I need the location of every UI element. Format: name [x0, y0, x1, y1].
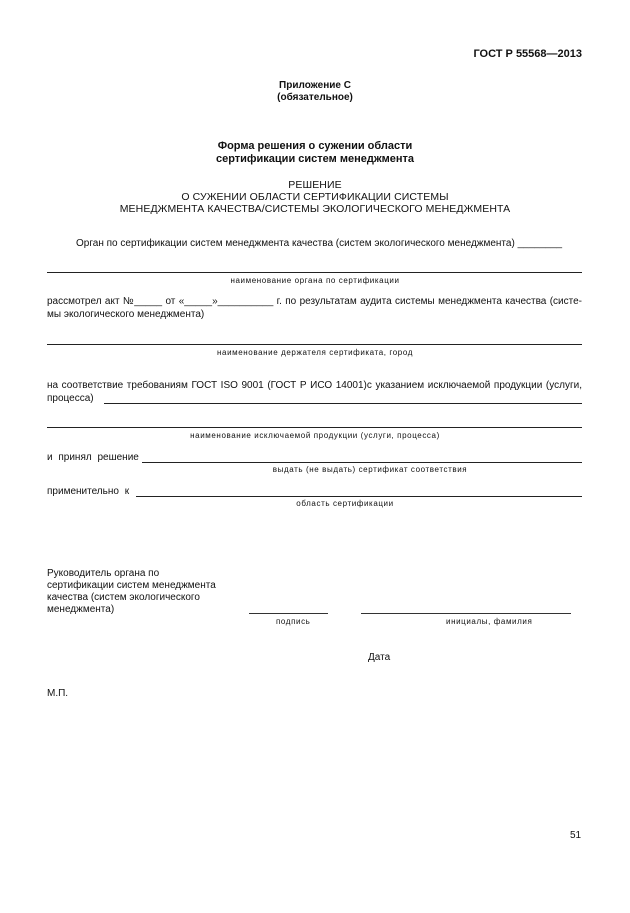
signature-field	[249, 613, 328, 614]
name-caption: инициалы, фамилия	[446, 617, 533, 626]
decision-caption: выдать (не выдать) сертификат соответствия	[272, 465, 468, 474]
excluded-caption: наименование исключаемой продукции (услуги, процесса)	[190, 431, 440, 440]
reviewed-line1-text: рассмотрел акт №_____ от «_____»__________ г. по результатам аудита системы менеджмента качества (систе-	[47, 296, 582, 307]
head-line3: качества (систем экологического	[47, 592, 200, 603]
decision-label: и принял решение	[47, 452, 139, 463]
compliance-line1-text: на соответствие требованиям ГОСТ ISO 9001 (ГОСТ Р ИСО 14001)с указанием исключаемой продукции (услуги,	[47, 380, 582, 391]
holder-caption: наименование держателя сертификата, город	[217, 348, 413, 357]
organ-line: Орган по сертификации систем менеджмента качества (систем экологического менеджмента) ________	[76, 238, 563, 249]
head-line2: сертификации систем менеджмента	[47, 580, 216, 591]
organ-caption: наименование органа по сертификации	[230, 276, 400, 285]
page-number: 51	[570, 830, 582, 841]
decision-heading-line1: РЕШЕНИЕ	[288, 179, 342, 191]
standard-number: ГОСТ Р 55568—2013	[473, 48, 582, 60]
decision-heading-line2: О СУЖЕНИИ ОБЛАСТИ СЕРТИФИКАЦИИ СИСТЕМЫ	[181, 191, 449, 203]
name-field	[361, 613, 571, 614]
scope-field	[136, 496, 582, 497]
excluded-product-field	[47, 427, 582, 428]
compliance-line2: процесса)	[47, 393, 94, 404]
signature-caption: подпись	[276, 617, 311, 626]
holder-name-field	[47, 344, 582, 345]
decision-heading-line3: МЕНЕДЖМЕНТА КАЧЕСТВА/СИСТЕМЫ ЭКОЛОГИЧЕСКОГО МЕНЕДЖМЕНТА	[119, 203, 511, 215]
head-line1: Руководитель органа по	[47, 568, 160, 579]
stamp-label: М.П.	[47, 688, 69, 699]
reviewed-line2: мы экологического менеджмента)	[47, 309, 205, 320]
appendix-title: Приложение С	[279, 80, 351, 91]
date-label: Дата	[368, 652, 391, 663]
form-title-line2: сертификации систем менеджмента	[215, 153, 415, 165]
organ-name-field	[47, 272, 582, 273]
appendix-status: (обязательное)	[277, 92, 353, 103]
decision-field	[142, 462, 582, 463]
scope-caption: область сертификации	[296, 499, 394, 508]
compliance-line1	[47, 380, 582, 391]
compliance-field	[104, 403, 582, 404]
applicable-label: применительно к	[47, 486, 130, 497]
form-title-line1: Форма решения о сужении области	[217, 140, 413, 152]
head-line4: менеджмента)	[47, 604, 115, 615]
reviewed-line1	[47, 296, 582, 307]
